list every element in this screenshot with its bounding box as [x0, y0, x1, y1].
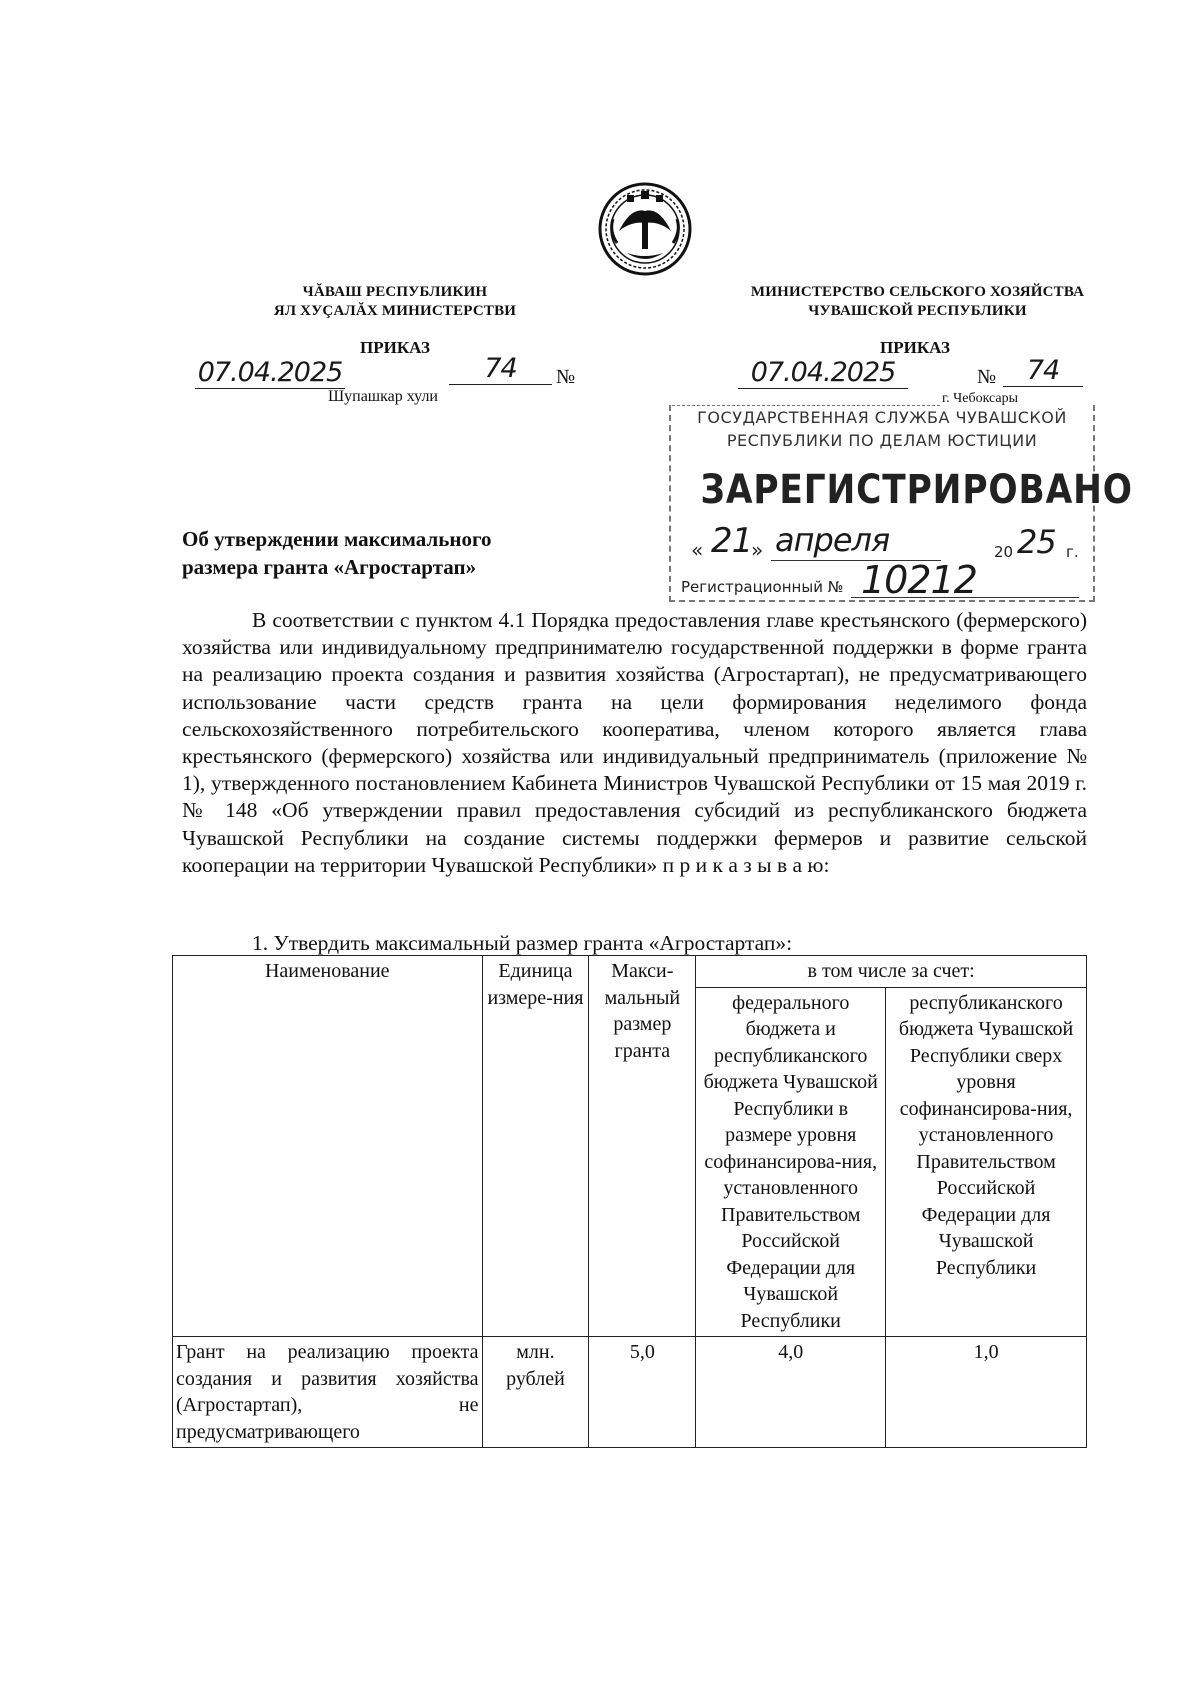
- stamp-year-prefix: 20: [994, 543, 1014, 561]
- stamp-month: апреля: [775, 521, 890, 559]
- stamp-reg-label: Регистрационный №: [681, 578, 844, 596]
- stamp-day: 21: [711, 521, 753, 561]
- document-title-line2: размера гранта «Агростартап»: [182, 555, 477, 579]
- right-header-line1: МИНИСТЕРСТВО СЕЛЬСКОГО ХОЗЯЙСТВА: [750, 284, 1085, 300]
- stamp-year-unit: г.: [1066, 543, 1079, 561]
- stamp-reg-number: 10212: [861, 558, 977, 602]
- stamp-line2: РЕСПУБЛИКИ ПО ДЕЛАМ ЮСТИЦИИ: [726, 431, 1038, 450]
- body-paragraph-text: В соответствии с пунктом 4.1 Порядка предоставления главе крестьянского (фермерского) хозяйства или индивидуальному предпринимателю государственной поддержки в форме гранта на реализацию проекта создания и развития хозяйства (Агростартап), не предусматривающего использование части средств гранта на цели формирования неделимого фонда сельскохозяйственного потребительского кооператива, членом которого является глава крестьянского (фермерского) хозяйства или индивидуальный предприниматель (приложение № 1), утвержденного постановлением Кабинета Министров Чувашской Республики от 15 мая 2019 г. № 148 «Об утверждении правил предоставления субсидий из республиканского бюджета Чувашской Республики на создание системы поддержки фермеров и развитие сельской кооперации на территории Чувашской Республики»: [182, 608, 1087, 877]
- right-header: [735, 283, 1100, 321]
- row-republic: 1,0: [886, 1337, 1087, 1448]
- header-including: в том числе за счет:: [696, 956, 1087, 988]
- table-row: [173, 1337, 1087, 1448]
- stamp-line1: ГОСУДАРСТВЕННАЯ СЛУЖБА ЧУВАШСКОЙ: [697, 408, 1067, 427]
- row-federal: 4,0: [696, 1337, 886, 1448]
- header-federal: федерального бюджета и республиканского бюджета Чувашской Республики в размере уровня софинансирова-ния, установленного Правительством Российской Федерации для Чувашской Республики: [696, 987, 886, 1337]
- header-name: Наименование: [173, 956, 483, 1337]
- table-header-row: [173, 956, 1087, 988]
- row-max: 5,0: [589, 1337, 696, 1448]
- document-title: [182, 525, 491, 581]
- coat-of-arms-emblem: [597, 181, 693, 277]
- header-max: Макси-мальный размер гранта: [589, 956, 696, 1337]
- header-republic: республиканского бюджета Чувашской Республики сверх уровня софинансирова-ния, установленного Правительством Российской Федерации для Чувашской Республики: [886, 987, 1087, 1337]
- stamp-year-suffix: 25: [1017, 523, 1056, 561]
- grant-table: [172, 955, 1087, 1448]
- header-unit: Единица измере-ния: [482, 956, 589, 1337]
- right-order-date: 07.04.2025: [738, 357, 908, 389]
- left-city: Шупашкар хули: [328, 388, 438, 405]
- left-header-line2: ЯЛ ХУÇАЛĂХ МИНИСТЕРСТВИ: [273, 303, 517, 319]
- left-header: [210, 283, 580, 321]
- left-number-sign: №: [556, 366, 576, 388]
- right-order-number: 74: [1003, 355, 1083, 387]
- left-order-date: 07.04.2025: [195, 357, 345, 389]
- right-header-line2: ЧУВАШСКОЙ РЕСПУБЛИКИ: [808, 303, 1027, 319]
- row-unit: млн. рублей: [482, 1337, 589, 1448]
- row-name: Грант на реализацию проекта создания и развития хозяйства (Агростартап), не предусматривающего: [173, 1337, 483, 1448]
- item-1: 1. Утвердить максимальный размер гранта «Агростартап»:: [252, 931, 793, 955]
- body-paragraph: [182, 607, 1087, 879]
- stamp-open-quote: «: [691, 538, 704, 562]
- stamp-close-quote: »: [751, 538, 764, 562]
- left-order-number: 74: [449, 353, 552, 385]
- registration-stamp: [669, 405, 1133, 602]
- left-order-label: ПРИКАЗ: [360, 338, 430, 357]
- document-title-line1: Об утверждении максимального: [182, 527, 492, 551]
- stamp-registered: ЗАРЕГИСТРИРОВАНО: [700, 467, 1133, 513]
- body-directive: п р и к а з ы в а ю:: [662, 852, 830, 877]
- right-city: г. Чебоксары: [942, 391, 1019, 406]
- right-number-sign: №: [977, 366, 997, 388]
- right-order-label: ПРИКАЗ: [880, 338, 950, 357]
- stamp-reg-underline: [851, 597, 1079, 598]
- left-header-line1: ЧĂВАШ РЕСПУБЛИКИН: [302, 284, 488, 300]
